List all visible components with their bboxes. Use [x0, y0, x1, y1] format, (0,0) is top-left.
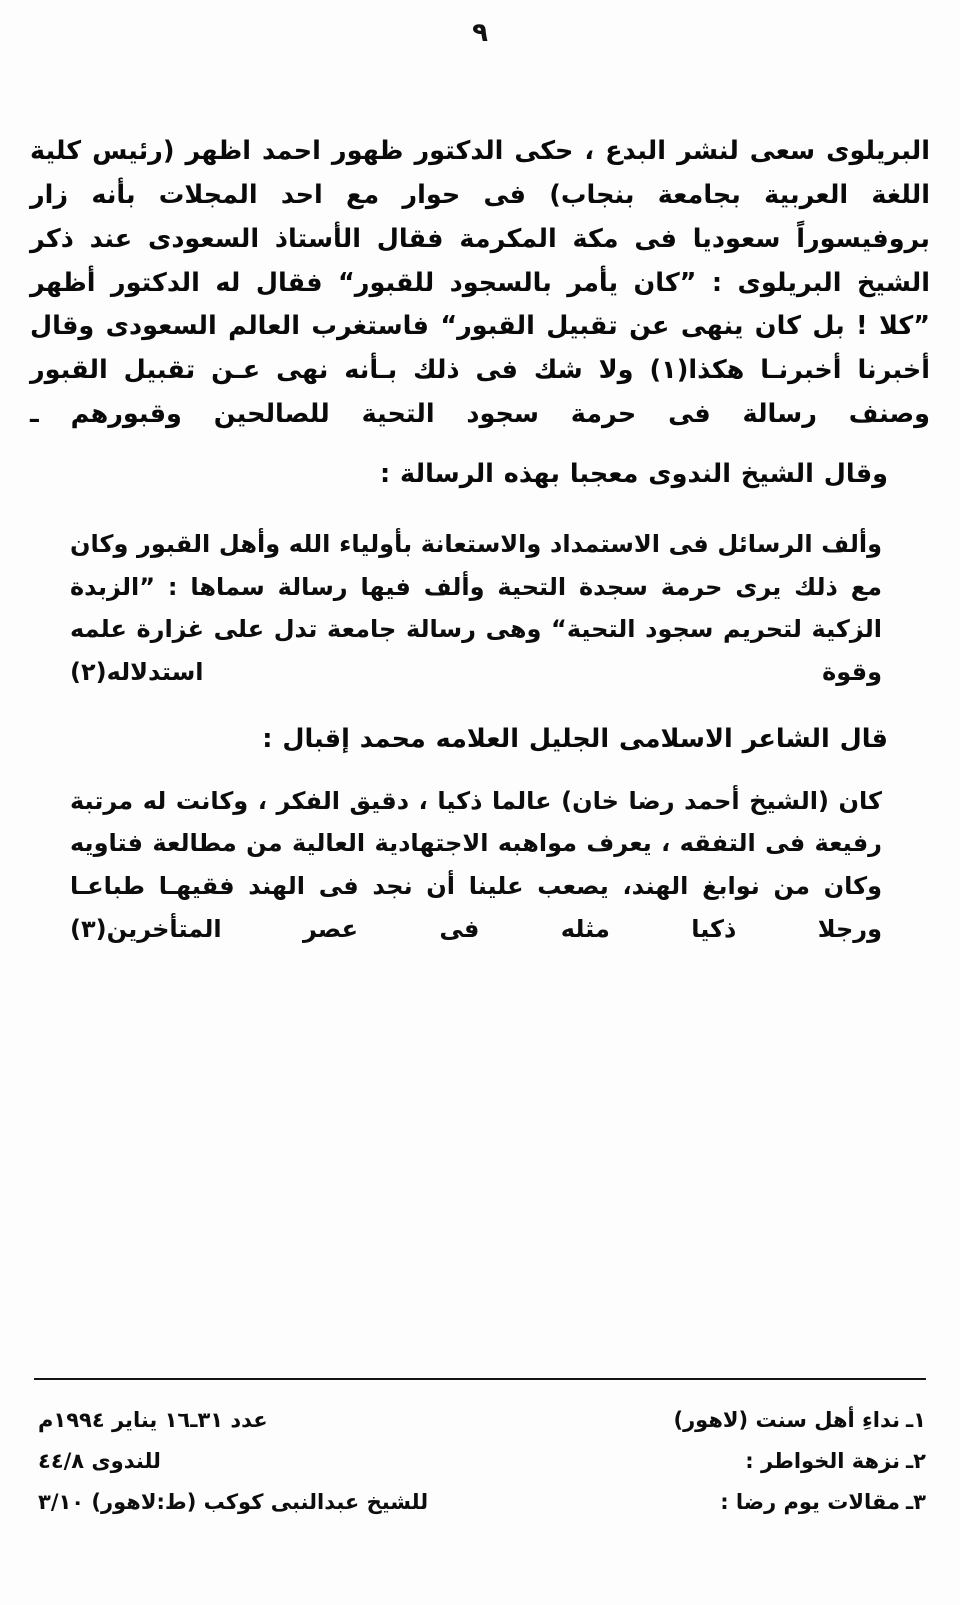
footnote-label: [674, 1400, 927, 1441]
footnote-source: للشيخ عبدالنبى كوكب (ط:لاهور) ٣/١٠: [38, 1489, 429, 1514]
footnote-divider: [34, 1378, 926, 1380]
footnote-marker: ٢ـ: [905, 1448, 926, 1473]
footnote-label: [745, 1441, 926, 1482]
footnote-row: [34, 1441, 926, 1482]
footnote-marker: ١ـ: [905, 1408, 926, 1432]
paragraph-1: البريلوى سعى لنشر البدع ، حكى الدكتور ظهور احمد اظهر (رئيس كلية اللغة العربية بجامعة بنجاب) فى حوار مع احد المجلات بأنه زار بروفيسوراً سعوديا فى مكة المكرمة فقال الأستاذ السعودى عند ذكر الشيخ البريلوى : ”كان يأمر بالسجود للقبور“ فقال له الدكتور أظهر ”كلا ! بل كان ينهى عن تقبيل القبور“ فاستغرب العالم السعودى وقال أخبرنا أخبرنـا هكذا(١) ولا شك فى ذلك بـأنه نهى عـن تقبيل القبور وصنف رسالة فى حرمة سجود التحية للصالحين وقبورهم ـ: [30, 136, 931, 430]
footnote-row: [34, 1400, 926, 1441]
footnote-source: للندوى ٤٤/٨: [38, 1448, 161, 1473]
quotation-iqbal-text: كان (الشيخ أحمد رضا خان) عالما ذكيا ، دقيق الفكر ، وكانت له مرتبة رفيعة فى التفقه ، يعرف مواهبه الاجتهادية العالية من مطالعة فتاويه وكان من نوابغ الهند، يصعب علينا أن نجد فى الهند فقيهـا طباعـا ورجلا ذكيا مثله فى عصر المتأخرين(٣): [70, 786, 882, 943]
paragraph-2: وقال الشيخ الندوى معجبا بهذه الرسالة :: [379, 459, 888, 490]
quotation-nadwi-text: وألف الرسائل فى الاستمداد والاستعانة بأولياء الله وأهل القبور وكان مع ذلك يرى حرمة سجدة التحية وألف فيها رسالة سماها : ”الزبدة الزكية لتحريم سجود التحية“ وهى رسالة جامعة تدل على غزارة علمه وقوة استدلاله(٢): [70, 529, 882, 687]
footnote-row: [34, 1482, 926, 1523]
page-number: ٩: [472, 18, 488, 48]
footnote-label: [720, 1482, 926, 1523]
footnote-text: مقالات يوم رضا :: [720, 1489, 900, 1514]
footnote-source: عدد ٣١ـ١٦ يناير ١٩٩٤م: [38, 1408, 268, 1432]
paragraph-iqbal-intro: قال الشاعر الاسلامى الجليل العلامه محمد إقبال :: [262, 723, 888, 754]
footnote-marker: ٣ـ: [905, 1489, 926, 1514]
footnote-text: نداءِ أهل سنت (لاهور): [673, 1408, 900, 1432]
footnotes-section: [34, 1400, 926, 1523]
quotation-block-iqbal: [70, 780, 882, 951]
paragraph-spacer: [30, 439, 930, 453]
footnote-text: نزهة الخواطر :: [745, 1448, 900, 1473]
page-body: [30, 130, 930, 952]
quote-spacer: [30, 696, 930, 718]
quotation-block-nadwi: [70, 523, 882, 694]
